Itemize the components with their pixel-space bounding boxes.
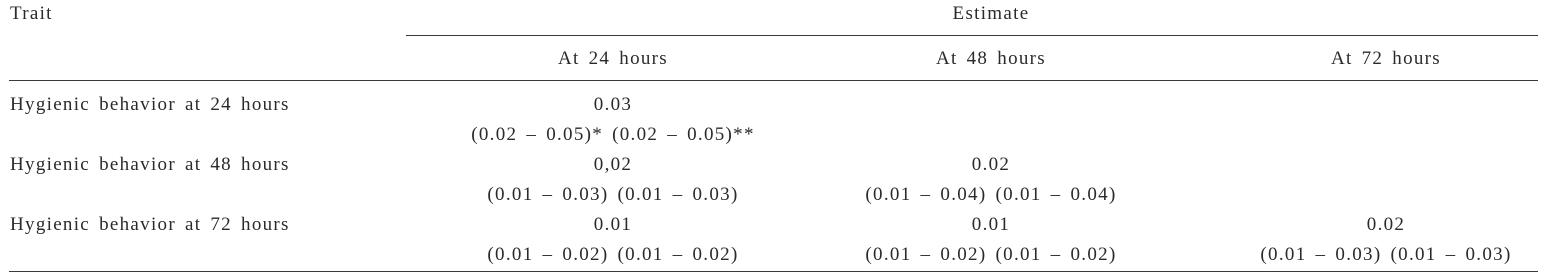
- row-trait-label: Hygienic behavior at 24 hours: [10, 94, 290, 115]
- estimate-value: 0.01: [593, 214, 633, 235]
- estimate-value: 0,02: [593, 154, 633, 175]
- confidence-interval: (0.01 – 0.03) (0.01 – 0.03): [1260, 244, 1512, 265]
- confidence-interval: (0.01 – 0.04) (0.01 – 0.04): [865, 184, 1117, 205]
- row-trait-label: Hygienic behavior at 72 hours: [10, 214, 290, 235]
- confidence-interval: (0.02 – 0.05)* (0.02 – 0.05)**: [471, 124, 755, 145]
- estimate-value: 0.02: [971, 154, 1011, 175]
- confidence-interval: (0.01 – 0.02) (0.01 – 0.02): [487, 244, 739, 265]
- table-bottom-rule: [9, 271, 1538, 272]
- header-estimate: Estimate: [952, 3, 1030, 24]
- estimate-value: 0.02: [1366, 214, 1406, 235]
- row-trait-label: Hygienic behavior at 48 hours: [10, 154, 290, 175]
- confidence-interval: (0.01 – 0.02) (0.01 – 0.02): [865, 244, 1117, 265]
- column-header-24h: At 24 hours: [557, 48, 669, 69]
- header-bottom-rule: [9, 80, 1538, 81]
- header-trait: Trait: [10, 3, 53, 24]
- confidence-interval: (0.01 – 0.03) (0.01 – 0.03): [487, 184, 739, 205]
- estimate-value: 0.01: [971, 214, 1011, 235]
- column-header-48h: At 48 hours: [935, 48, 1047, 69]
- estimate-value: 0.03: [593, 94, 633, 115]
- column-header-72h: At 72 hours: [1330, 48, 1442, 69]
- estimate-underline-rule: [406, 35, 1538, 36]
